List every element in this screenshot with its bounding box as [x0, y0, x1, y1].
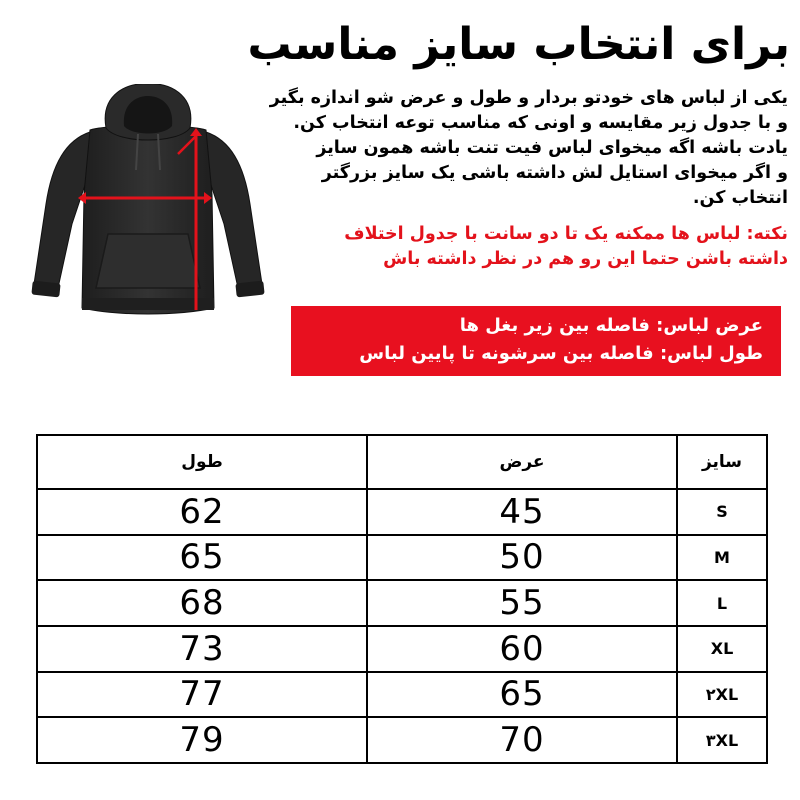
size-cell: M — [677, 535, 767, 581]
size-cell: ۲XL — [677, 672, 767, 718]
width-cell: 50 — [367, 535, 677, 581]
instructions — [228, 86, 788, 211]
instruction-line: و اگر میخوای استایل لش داشته باشی یک سایز بزرگتر — [321, 163, 788, 183]
table-row — [37, 672, 767, 718]
size-cell: S — [677, 489, 767, 535]
header-length: طول — [37, 435, 367, 489]
length-cell: 79 — [37, 717, 367, 763]
table-row — [37, 535, 767, 581]
width-cell: 60 — [367, 626, 677, 672]
size-cell: ۳XL — [677, 717, 767, 763]
header-size: سایز — [677, 435, 767, 489]
table-row — [37, 489, 767, 535]
width-cell: 45 — [367, 489, 677, 535]
instruction-line: یکی از لباس های خودتو بردار و طول و عرض شو اندازه بگیر — [269, 88, 788, 108]
table-row — [37, 717, 767, 763]
table-header-row — [37, 435, 767, 489]
length-cell: 65 — [37, 535, 367, 581]
definitions-box — [291, 306, 781, 376]
width-definition: عرض لباس: فاصله بین زیر بغل ها — [459, 315, 763, 336]
size-cell: XL — [677, 626, 767, 672]
length-cell: 68 — [37, 580, 367, 626]
length-cell: 62 — [37, 489, 367, 535]
width-cell: 70 — [367, 717, 677, 763]
instruction-line: و با جدول زیر مقایسه و اونی که مناسب توعه انتخاب کن. — [293, 113, 788, 133]
note-line: نکته: لباس ها ممکنه یک تا دو سانت با جدول اختلاف — [344, 224, 788, 244]
instruction-line: انتخاب کن. — [692, 188, 788, 208]
table-row — [37, 626, 767, 672]
table-row — [37, 580, 767, 626]
header-width: عرض — [367, 435, 677, 489]
page-title: برای انتخاب سایز مناسب — [247, 19, 790, 70]
width-cell: 65 — [367, 672, 677, 718]
length-cell: 77 — [37, 672, 367, 718]
length-definition: طول لباس: فاصله بین سرشونه تا پایین لباس — [359, 343, 763, 364]
size-cell: L — [677, 580, 767, 626]
width-cell: 55 — [367, 580, 677, 626]
instruction-line: یادت باشه اگه میخوای لباس فیت تنت باشه همون سایز — [316, 138, 788, 158]
length-cell: 73 — [37, 626, 367, 672]
note — [228, 222, 788, 272]
size-table — [36, 434, 768, 764]
note-line: داشته باشن حتما این رو هم در نظر داشته باش — [383, 249, 788, 269]
